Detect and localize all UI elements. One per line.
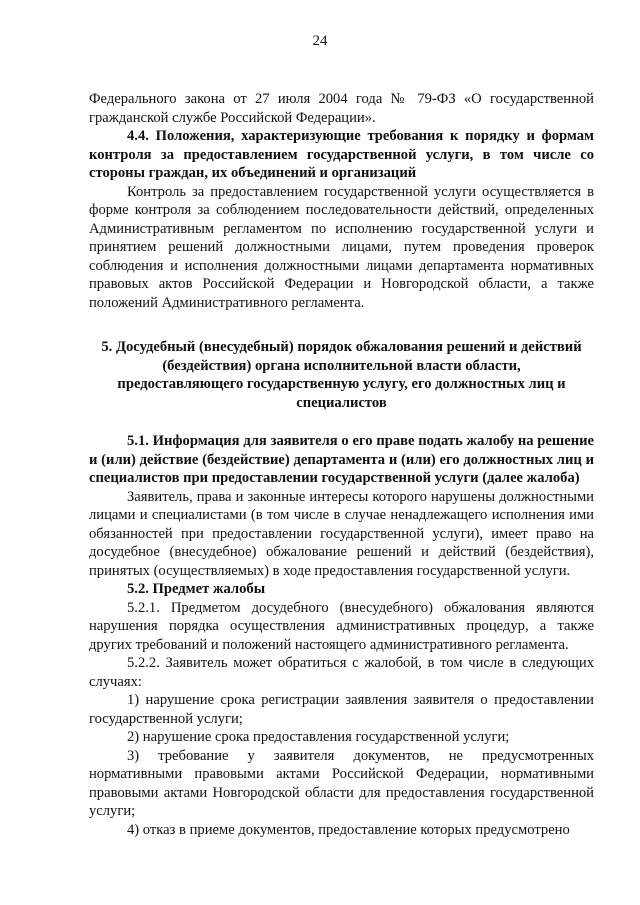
paragraph-5-2-2: 5.2.2. Заявитель может обратиться с жалобой, в том числе в следующих случаях: — [89, 655, 594, 690]
paragraph-control: Контроль за предоставлением государственной услуги осуществляется в форме контроля за соблюдением последовательности действий, определенных Административным регламентом по исполнению государственной услуги и принятием решений должностными лицами, путем проведения проверок соблюдения и исполнения должностными лицами департамента нормативных правовых актов Российской Федерации и Новгородской области, а также положений Административного регламента. — [89, 183, 594, 311]
list-item-1: 1) нарушение срока регистрации заявления заявителя о предоставлении государственной услуги; — [89, 692, 594, 727]
heading-5-2: 5.2. Предмет жалобы — [127, 581, 266, 597]
list-item-3: 3) требование у заявителя документов, не предусмотренных нормативными правовыми актами Российской Федерации, нормативными правовыми актами Новгородской области для предоставления государственной услуги; — [89, 747, 594, 819]
page-number: 24 — [312, 33, 328, 49]
heading-5-1: 5.1. Информация для заявителя о его праве подать жалобу на решение и (или) действие (бездействие) департамента и (или) его должностных лиц и специалистов при предоставлении государственной услуги (далее жалоба) — [89, 433, 594, 486]
list-item-4: 4) отказ в приеме документов, предоставление которых предусмотрено — [127, 821, 570, 838]
paragraph-5-2-1: 5.2.1. Предметом досудебного (внесудебного) обжалования являются нарушения порядка осуществления административных процедур, а также других требований и положений настоящего административного регламента. — [89, 599, 594, 653]
paragraph-applicant-rights: Заявитель, права и законные интересы которого нарушены должностными лицами и специалистами (в том числе в случае ненадлежащего исполнения ими обязанностей при предоставлении государственной услуги), имеет право на досудебное (внесудебное) обжалование решений и действий (бездействия), принятых (осуществляемых) в ходе предоставления государственной услуги. — [89, 488, 594, 579]
heading-4-4: 4.4. Положения, характеризующие требования к порядку и формам контроля за предоставлением государственной услуги, в том числе со стороны граждан, их объединений и организаций — [89, 128, 594, 181]
list-item-2: 2) нарушение срока предоставления государственной услуги; — [127, 729, 510, 745]
section-5-title: 5. Досудебный (внесудебный) порядок обжалования решений и действий (бездействия) органа исполнительной власти области, предоставляющего государственную услугу, его должностных лиц и специалистов — [101, 339, 582, 411]
paragraph-law-reference: Федерального закона от 27 июля 2004 года № 79-ФЗ «О государственной гражданской службе Российской Федерации». — [89, 91, 594, 126]
page-content — [89, 90, 594, 839]
